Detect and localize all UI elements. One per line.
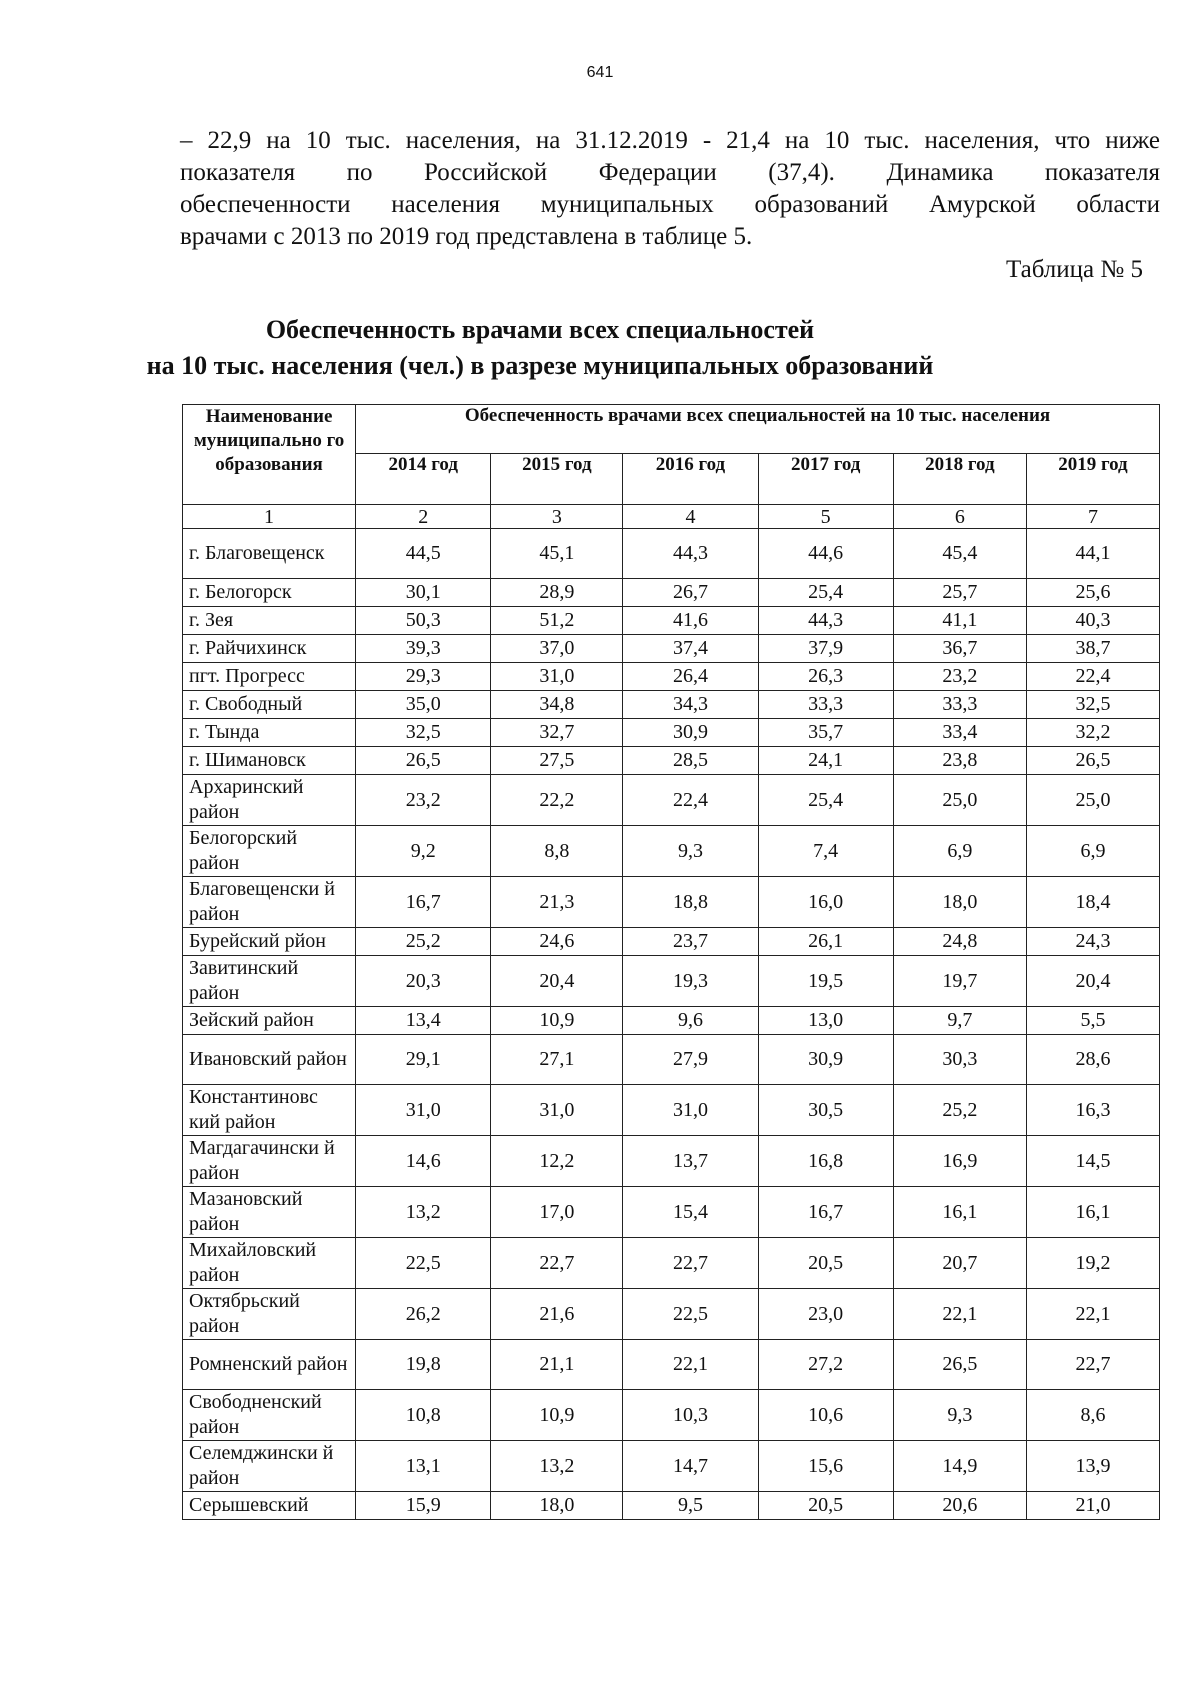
value-cell: 23,8 bbox=[893, 747, 1026, 775]
table-row bbox=[183, 529, 1160, 579]
value-cell: 12,2 bbox=[491, 1136, 623, 1187]
value-cell: 21,0 bbox=[1026, 1492, 1159, 1520]
value-cell: 8,6 bbox=[1026, 1390, 1159, 1441]
value-cell: 22,7 bbox=[491, 1238, 623, 1289]
value-cell: 33,3 bbox=[758, 691, 893, 719]
value-cell: 28,9 bbox=[491, 579, 623, 607]
table-row bbox=[183, 607, 1160, 635]
value-cell: 14,5 bbox=[1026, 1136, 1159, 1187]
municipality-name: Серышевский bbox=[183, 1492, 356, 1520]
value-cell: 14,7 bbox=[623, 1441, 758, 1492]
value-cell: 14,9 bbox=[893, 1441, 1026, 1492]
table-title bbox=[0, 312, 1200, 384]
intro-line: показателя по Российской Федерации (37,4). Динамика показателя bbox=[180, 159, 1160, 186]
value-cell: 13,0 bbox=[758, 1007, 893, 1035]
value-cell: 45,4 bbox=[893, 529, 1026, 579]
table-row bbox=[183, 928, 1160, 956]
value-cell: 22,4 bbox=[623, 775, 758, 826]
value-cell: 9,5 bbox=[623, 1492, 758, 1520]
intro-line: обеспеченности населения муниципальных образований Амурской области bbox=[180, 191, 1160, 218]
value-cell: 22,1 bbox=[1026, 1289, 1159, 1340]
value-cell: 31,0 bbox=[623, 1085, 758, 1136]
value-cell: 37,4 bbox=[623, 635, 758, 663]
value-cell: 39,3 bbox=[356, 635, 491, 663]
value-cell: 26,5 bbox=[893, 1340, 1026, 1390]
value-cell: 32,2 bbox=[1026, 719, 1159, 747]
value-cell: 22,5 bbox=[356, 1238, 491, 1289]
value-cell: 25,2 bbox=[356, 928, 491, 956]
value-cell: 22,7 bbox=[1026, 1340, 1159, 1390]
municipality-name: Зейский район bbox=[183, 1007, 356, 1035]
value-cell: 16,7 bbox=[758, 1187, 893, 1238]
table-row bbox=[183, 1289, 1160, 1340]
value-cell: 22,2 bbox=[491, 775, 623, 826]
value-cell: 19,8 bbox=[356, 1340, 491, 1390]
value-cell: 10,3 bbox=[623, 1390, 758, 1441]
year-header: 2019 год bbox=[1026, 454, 1159, 505]
table-body bbox=[183, 529, 1160, 1520]
municipality-name: Свободненский район bbox=[183, 1390, 356, 1441]
table-row bbox=[183, 747, 1160, 775]
municipality-name: г. Свободный bbox=[183, 691, 356, 719]
value-cell: 44,1 bbox=[1026, 529, 1159, 579]
column-number: 3 bbox=[491, 505, 623, 529]
value-cell: 26,3 bbox=[758, 663, 893, 691]
municipality-name: Ивановский район bbox=[183, 1035, 356, 1085]
table-row bbox=[183, 826, 1160, 877]
value-cell: 23,0 bbox=[758, 1289, 893, 1340]
value-cell: 33,3 bbox=[893, 691, 1026, 719]
value-cell: 30,3 bbox=[893, 1035, 1026, 1085]
value-cell: 15,9 bbox=[356, 1492, 491, 1520]
value-cell: 51,2 bbox=[491, 607, 623, 635]
municipality-name: Бурейский рйон bbox=[183, 928, 356, 956]
table-row bbox=[183, 1136, 1160, 1187]
value-cell: 18,0 bbox=[491, 1492, 623, 1520]
municipality-name: г. Белогорск bbox=[183, 579, 356, 607]
value-cell: 9,7 bbox=[893, 1007, 1026, 1035]
value-cell: 26,7 bbox=[623, 579, 758, 607]
municipality-name: Благовещенски й район bbox=[183, 877, 356, 928]
value-cell: 41,1 bbox=[893, 607, 1026, 635]
value-cell: 22,1 bbox=[893, 1289, 1026, 1340]
year-header: 2016 год bbox=[623, 454, 758, 505]
value-cell: 13,9 bbox=[1026, 1441, 1159, 1492]
table-row bbox=[183, 1085, 1160, 1136]
value-cell: 26,4 bbox=[623, 663, 758, 691]
value-cell: 44,3 bbox=[758, 607, 893, 635]
value-cell: 24,6 bbox=[491, 928, 623, 956]
municipality-name: пгт. Прогресс bbox=[183, 663, 356, 691]
value-cell: 31,0 bbox=[491, 1085, 623, 1136]
value-cell: 31,0 bbox=[356, 1085, 491, 1136]
value-cell: 20,4 bbox=[1026, 956, 1159, 1007]
value-cell: 30,5 bbox=[758, 1085, 893, 1136]
value-cell: 16,3 bbox=[1026, 1085, 1159, 1136]
table-label: Таблица № 5 bbox=[1005, 256, 1143, 283]
value-cell: 22,7 bbox=[623, 1238, 758, 1289]
table-row bbox=[183, 1007, 1160, 1035]
value-cell: 35,7 bbox=[758, 719, 893, 747]
municipality-name: Магдагачински й район bbox=[183, 1136, 356, 1187]
value-cell: 20,7 bbox=[893, 1238, 1026, 1289]
value-cell: 18,4 bbox=[1026, 877, 1159, 928]
value-cell: 23,2 bbox=[893, 663, 1026, 691]
municipality-column-header: Наименование муниципально го образования bbox=[183, 405, 356, 505]
value-cell: 10,9 bbox=[491, 1390, 623, 1441]
table-title-line: на 10 тыс. населения (чел.) в разрезе муниципальных образований bbox=[146, 351, 934, 380]
table-row bbox=[183, 663, 1160, 691]
year-header: 2017 год bbox=[758, 454, 893, 505]
value-cell: 20,6 bbox=[893, 1492, 1026, 1520]
value-cell: 34,8 bbox=[491, 691, 623, 719]
value-cell: 8,8 bbox=[491, 826, 623, 877]
value-cell: 19,5 bbox=[758, 956, 893, 1007]
column-number: 5 bbox=[758, 505, 893, 529]
value-cell: 45,1 bbox=[491, 529, 623, 579]
column-number: 7 bbox=[1026, 505, 1159, 529]
municipality-name: г. Благовещенск bbox=[183, 529, 356, 579]
value-cell: 44,3 bbox=[623, 529, 758, 579]
column-number-row bbox=[183, 505, 1160, 529]
value-cell: 20,3 bbox=[356, 956, 491, 1007]
table-row bbox=[183, 775, 1160, 826]
value-cell: 6,9 bbox=[893, 826, 1026, 877]
municipality-name: г. Зея bbox=[183, 607, 356, 635]
municipality-name: Завитинский район bbox=[183, 956, 356, 1007]
value-cell: 19,3 bbox=[623, 956, 758, 1007]
municipality-name: Мазановский район bbox=[183, 1187, 356, 1238]
value-cell: 27,9 bbox=[623, 1035, 758, 1085]
value-cell: 13,2 bbox=[356, 1187, 491, 1238]
table-row bbox=[183, 719, 1160, 747]
value-cell: 16,7 bbox=[356, 877, 491, 928]
value-cell: 26,1 bbox=[758, 928, 893, 956]
value-cell: 28,5 bbox=[623, 747, 758, 775]
value-cell: 20,5 bbox=[758, 1238, 893, 1289]
table-row bbox=[183, 1492, 1160, 1520]
value-cell: 29,1 bbox=[356, 1035, 491, 1085]
municipality-name: Архаринский район bbox=[183, 775, 356, 826]
municipality-name: г. Шимановск bbox=[183, 747, 356, 775]
year-header: 2014 год bbox=[356, 454, 491, 505]
table-row bbox=[183, 635, 1160, 663]
value-cell: 16,8 bbox=[758, 1136, 893, 1187]
value-cell: 50,3 bbox=[356, 607, 491, 635]
value-cell: 9,2 bbox=[356, 826, 491, 877]
value-cell: 19,7 bbox=[893, 956, 1026, 1007]
value-cell: 26,5 bbox=[1026, 747, 1159, 775]
value-cell: 18,0 bbox=[893, 877, 1026, 928]
value-cell: 10,6 bbox=[758, 1390, 893, 1441]
value-cell: 13,2 bbox=[491, 1441, 623, 1492]
value-cell: 9,6 bbox=[623, 1007, 758, 1035]
year-header: 2018 год bbox=[893, 454, 1026, 505]
value-cell: 22,5 bbox=[623, 1289, 758, 1340]
value-cell: 30,9 bbox=[758, 1035, 893, 1085]
column-number: 4 bbox=[623, 505, 758, 529]
value-cell: 20,5 bbox=[758, 1492, 893, 1520]
value-cell: 30,1 bbox=[356, 579, 491, 607]
table-row bbox=[183, 1187, 1160, 1238]
value-cell: 6,9 bbox=[1026, 826, 1159, 877]
value-cell: 36,7 bbox=[893, 635, 1026, 663]
doctors-table bbox=[182, 404, 1160, 1520]
value-cell: 7,4 bbox=[758, 826, 893, 877]
column-number: 6 bbox=[893, 505, 1026, 529]
table-row bbox=[183, 1441, 1160, 1492]
value-cell: 26,5 bbox=[356, 747, 491, 775]
table-row bbox=[183, 1238, 1160, 1289]
intro-line: врачами с 2013 по 2019 год представлена в таблице 5. bbox=[180, 223, 753, 250]
year-header: 2015 год bbox=[491, 454, 623, 505]
value-cell: 16,1 bbox=[1026, 1187, 1159, 1238]
value-cell: 15,4 bbox=[623, 1187, 758, 1238]
municipality-name: Белогорский район bbox=[183, 826, 356, 877]
municipality-name: Октябрьский район bbox=[183, 1289, 356, 1340]
column-number: 2 bbox=[356, 505, 491, 529]
value-cell: 27,1 bbox=[491, 1035, 623, 1085]
municipality-name: г. Райчихинск bbox=[183, 635, 356, 663]
value-cell: 15,6 bbox=[758, 1441, 893, 1492]
value-cell: 10,8 bbox=[356, 1390, 491, 1441]
table-row bbox=[183, 1035, 1160, 1085]
value-cell: 35,0 bbox=[356, 691, 491, 719]
table-row bbox=[183, 1390, 1160, 1441]
page-number: 641 bbox=[586, 64, 614, 81]
value-cell: 25,6 bbox=[1026, 579, 1159, 607]
value-cell: 16,9 bbox=[893, 1136, 1026, 1187]
table-row bbox=[183, 956, 1160, 1007]
value-cell: 37,9 bbox=[758, 635, 893, 663]
value-cell: 37,0 bbox=[491, 635, 623, 663]
value-cell: 13,1 bbox=[356, 1441, 491, 1492]
value-cell: 5,5 bbox=[1026, 1007, 1159, 1035]
value-cell: 9,3 bbox=[893, 1390, 1026, 1441]
value-cell: 21,6 bbox=[491, 1289, 623, 1340]
provision-group-header: Обеспеченность врачами всех специальностей на 10 тыс. населения bbox=[356, 405, 1160, 454]
value-cell: 25,4 bbox=[758, 775, 893, 826]
table-title-line: Обеспеченность врачами всех специальностей bbox=[265, 315, 815, 344]
value-cell: 31,0 bbox=[491, 663, 623, 691]
value-cell: 21,3 bbox=[491, 877, 623, 928]
value-cell: 38,7 bbox=[1026, 635, 1159, 663]
intro-paragraph bbox=[180, 125, 1160, 253]
intro-line: – 22,9 на 10 тыс. населения, на 31.12.2019 - 21,4 на 10 тыс. населения, что ниже bbox=[180, 127, 1160, 154]
value-cell: 13,7 bbox=[623, 1136, 758, 1187]
value-cell: 9,3 bbox=[623, 826, 758, 877]
value-cell: 14,6 bbox=[356, 1136, 491, 1187]
municipality-name: Константиновс кий район bbox=[183, 1085, 356, 1136]
value-cell: 26,2 bbox=[356, 1289, 491, 1340]
value-cell: 32,5 bbox=[356, 719, 491, 747]
value-cell: 25,7 bbox=[893, 579, 1026, 607]
value-cell: 18,8 bbox=[623, 877, 758, 928]
value-cell: 22,1 bbox=[623, 1340, 758, 1390]
value-cell: 22,4 bbox=[1026, 663, 1159, 691]
value-cell: 16,1 bbox=[893, 1187, 1026, 1238]
value-cell: 27,5 bbox=[491, 747, 623, 775]
value-cell: 41,6 bbox=[623, 607, 758, 635]
column-number: 1 bbox=[183, 505, 356, 529]
municipality-name: г. Тында bbox=[183, 719, 356, 747]
municipality-name: Селемджински й район bbox=[183, 1441, 356, 1492]
value-cell: 21,1 bbox=[491, 1340, 623, 1390]
table-row bbox=[183, 1340, 1160, 1390]
value-cell: 20,4 bbox=[491, 956, 623, 1007]
value-cell: 24,8 bbox=[893, 928, 1026, 956]
value-cell: 34,3 bbox=[623, 691, 758, 719]
value-cell: 16,0 bbox=[758, 877, 893, 928]
value-cell: 19,2 bbox=[1026, 1238, 1159, 1289]
value-cell: 13,4 bbox=[356, 1007, 491, 1035]
value-cell: 40,3 bbox=[1026, 607, 1159, 635]
value-cell: 23,2 bbox=[356, 775, 491, 826]
value-cell: 24,3 bbox=[1026, 928, 1159, 956]
value-cell: 32,5 bbox=[1026, 691, 1159, 719]
value-cell: 44,6 bbox=[758, 529, 893, 579]
value-cell: 17,0 bbox=[491, 1187, 623, 1238]
table-row bbox=[183, 691, 1160, 719]
value-cell: 25,2 bbox=[893, 1085, 1026, 1136]
value-cell: 29,3 bbox=[356, 663, 491, 691]
value-cell: 27,2 bbox=[758, 1340, 893, 1390]
value-cell: 25,0 bbox=[893, 775, 1026, 826]
table-row bbox=[183, 579, 1160, 607]
value-cell: 25,4 bbox=[758, 579, 893, 607]
value-cell: 30,9 bbox=[623, 719, 758, 747]
value-cell: 44,5 bbox=[356, 529, 491, 579]
value-cell: 33,4 bbox=[893, 719, 1026, 747]
value-cell: 25,0 bbox=[1026, 775, 1159, 826]
table-row bbox=[183, 877, 1160, 928]
municipality-name: Ромненский район bbox=[183, 1340, 356, 1390]
value-cell: 10,9 bbox=[491, 1007, 623, 1035]
value-cell: 23,7 bbox=[623, 928, 758, 956]
value-cell: 24,1 bbox=[758, 747, 893, 775]
value-cell: 32,7 bbox=[491, 719, 623, 747]
value-cell: 28,6 bbox=[1026, 1035, 1159, 1085]
municipality-name: Михайловский район bbox=[183, 1238, 356, 1289]
